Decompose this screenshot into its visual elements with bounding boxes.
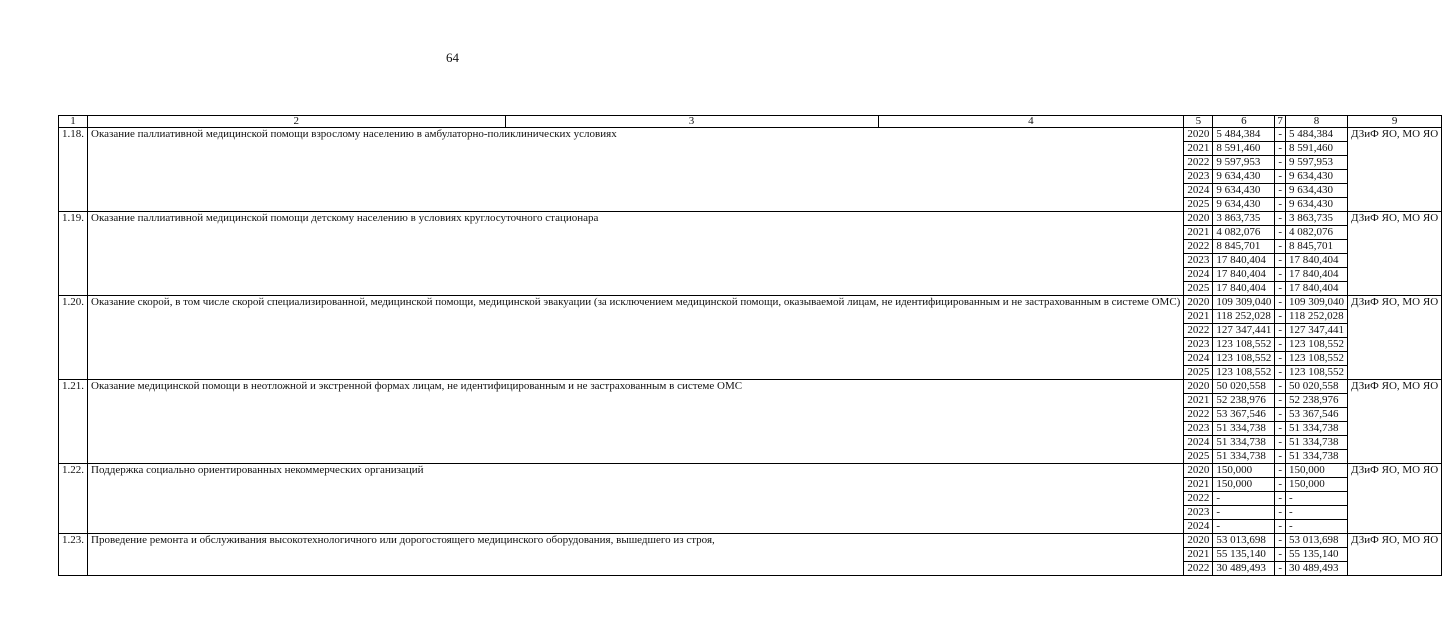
responsible-executor: ДЗиФ ЯО, МО ЯО [1348, 534, 1442, 576]
total-cell: 9 634,430 [1213, 198, 1275, 212]
federal-cell: - [1275, 156, 1286, 170]
regional-cell: - [1286, 520, 1348, 534]
federal-cell: - [1275, 380, 1286, 394]
year-cell: 2020 [1184, 128, 1213, 142]
regional-cell: 30 489,493 [1286, 562, 1348, 576]
federal-cell: - [1275, 310, 1286, 324]
total-cell: 150,000 [1213, 478, 1275, 492]
regional-cell: 51 334,738 [1286, 422, 1348, 436]
item-number: 1.18. [59, 128, 88, 212]
item-name: Проведение ремонта и обслуживания высокотехнологичного или дорогостоящего медицинского оборудования, вышедшего из строя, [88, 534, 1184, 576]
header-row [59, 116, 1442, 128]
regional-cell: 123 108,552 [1286, 338, 1348, 352]
regional-cell: 51 334,738 [1286, 450, 1348, 464]
regional-cell: 150,000 [1286, 464, 1348, 478]
total-cell: 51 334,738 [1213, 450, 1275, 464]
header-cell: 8 [1286, 116, 1348, 128]
total-cell: 150,000 [1213, 464, 1275, 478]
responsible-executor: ДЗиФ ЯО, МО ЯО [1348, 380, 1442, 464]
item-name: Оказание паллиативной медицинской помощи взрослому населению в амбулаторно-поликлинических условиях [88, 128, 1184, 212]
year-cell: 2021 [1184, 226, 1213, 240]
year-cell: 2020 [1184, 380, 1213, 394]
year-cell: 2024 [1184, 520, 1213, 534]
header-cell: 3 [505, 116, 878, 128]
table-row [59, 380, 1442, 394]
federal-cell: - [1275, 282, 1286, 296]
regional-cell: 17 840,404 [1286, 254, 1348, 268]
federal-cell: - [1275, 506, 1286, 520]
regional-cell: - [1286, 506, 1348, 520]
budget-table [58, 115, 1442, 576]
federal-cell: - [1275, 366, 1286, 380]
total-cell: 123 108,552 [1213, 352, 1275, 366]
item-name: Оказание медицинской помощи в неотложной и экстренной формах лицам, не идентифицированным и не застрахованным в системе ОМС [88, 380, 1184, 464]
federal-cell: - [1275, 450, 1286, 464]
total-cell: 123 108,552 [1213, 366, 1275, 380]
year-cell: 2020 [1184, 464, 1213, 478]
regional-cell: 53 013,698 [1286, 534, 1348, 548]
table-row [59, 212, 1442, 226]
regional-cell: 5 484,384 [1286, 128, 1348, 142]
total-cell: - [1213, 492, 1275, 506]
total-cell: 8 845,701 [1213, 240, 1275, 254]
federal-cell: - [1275, 198, 1286, 212]
year-cell: 2024 [1184, 436, 1213, 450]
item-number: 1.21. [59, 380, 88, 464]
item-number: 1.23. [59, 534, 88, 576]
table-row [59, 296, 1442, 310]
federal-cell: - [1275, 184, 1286, 198]
total-cell: 53 367,546 [1213, 408, 1275, 422]
responsible-executor: ДЗиФ ЯО, МО ЯО [1348, 464, 1442, 534]
total-cell: 30 489,493 [1213, 562, 1275, 576]
federal-cell: - [1275, 478, 1286, 492]
regional-cell: 123 108,552 [1286, 352, 1348, 366]
federal-cell: - [1275, 492, 1286, 506]
year-cell: 2021 [1184, 548, 1213, 562]
regional-cell: 150,000 [1286, 478, 1348, 492]
total-cell: 8 591,460 [1213, 142, 1275, 156]
item-number: 1.19. [59, 212, 88, 296]
year-cell: 2023 [1184, 254, 1213, 268]
federal-cell: - [1275, 212, 1286, 226]
regional-cell: 51 334,738 [1286, 436, 1348, 450]
federal-cell: - [1275, 338, 1286, 352]
regional-cell: - [1286, 492, 1348, 506]
year-cell: 2025 [1184, 282, 1213, 296]
table-body [59, 116, 1442, 576]
total-cell: 118 252,028 [1213, 310, 1275, 324]
responsible-executor: ДЗиФ ЯО, МО ЯО [1348, 296, 1442, 380]
federal-cell: - [1275, 422, 1286, 436]
item-number: 1.20. [59, 296, 88, 380]
federal-cell: - [1275, 128, 1286, 142]
year-cell: 2025 [1184, 198, 1213, 212]
header-cell: 7 [1275, 116, 1286, 128]
total-cell: 109 309,040 [1213, 296, 1275, 310]
header-cell: 9 [1348, 116, 1442, 128]
year-cell: 2021 [1184, 142, 1213, 156]
federal-cell: - [1275, 436, 1286, 450]
federal-cell: - [1275, 240, 1286, 254]
year-cell: 2023 [1184, 506, 1213, 520]
year-cell: 2022 [1184, 492, 1213, 506]
total-cell: 52 238,976 [1213, 394, 1275, 408]
total-cell: 53 013,698 [1213, 534, 1275, 548]
regional-cell: 17 840,404 [1286, 282, 1348, 296]
item-number: 1.22. [59, 464, 88, 534]
regional-cell: 9 597,953 [1286, 156, 1348, 170]
regional-cell: 52 238,976 [1286, 394, 1348, 408]
regional-cell: 127 347,441 [1286, 324, 1348, 338]
regional-cell: 8 591,460 [1286, 142, 1348, 156]
total-cell: 9 597,953 [1213, 156, 1275, 170]
year-cell: 2023 [1184, 170, 1213, 184]
total-cell: 55 135,140 [1213, 548, 1275, 562]
header-cell: 1 [59, 116, 88, 128]
total-cell: 17 840,404 [1213, 268, 1275, 282]
regional-cell: 118 252,028 [1286, 310, 1348, 324]
federal-cell: - [1275, 352, 1286, 366]
header-cell: 4 [878, 116, 1184, 128]
table-row [59, 128, 1442, 142]
table-row [59, 534, 1442, 548]
item-name: Оказание паллиативной медицинской помощи детскому населению в условиях круглосуточного стационара [88, 212, 1184, 296]
year-cell: 2022 [1184, 240, 1213, 254]
federal-cell: - [1275, 408, 1286, 422]
regional-cell: 17 840,404 [1286, 268, 1348, 282]
year-cell: 2024 [1184, 352, 1213, 366]
total-cell: 5 484,384 [1213, 128, 1275, 142]
regional-cell: 109 309,040 [1286, 296, 1348, 310]
year-cell: 2020 [1184, 296, 1213, 310]
total-cell: 50 020,558 [1213, 380, 1275, 394]
federal-cell: - [1275, 534, 1286, 548]
item-name: Поддержка социально ориентированных некоммерческих организаций [88, 464, 1184, 534]
federal-cell: - [1275, 142, 1286, 156]
regional-cell: 123 108,552 [1286, 366, 1348, 380]
total-cell: 3 863,735 [1213, 212, 1275, 226]
federal-cell: - [1275, 464, 1286, 478]
federal-cell: - [1275, 394, 1286, 408]
regional-cell: 9 634,430 [1286, 184, 1348, 198]
year-cell: 2021 [1184, 394, 1213, 408]
page-number: 64 [446, 50, 459, 65]
regional-cell: 55 135,140 [1286, 548, 1348, 562]
year-cell: 2021 [1184, 478, 1213, 492]
year-cell: 2025 [1184, 366, 1213, 380]
responsible-executor: ДЗиФ ЯО, МО ЯО [1348, 212, 1442, 296]
year-cell: 2025 [1184, 450, 1213, 464]
regional-cell: 8 845,701 [1286, 240, 1348, 254]
total-cell: 51 334,738 [1213, 422, 1275, 436]
year-cell: 2022 [1184, 408, 1213, 422]
header-cell: 2 [88, 116, 506, 128]
federal-cell: - [1275, 170, 1286, 184]
total-cell: 9 634,430 [1213, 170, 1275, 184]
header-cell: 5 [1184, 116, 1213, 128]
year-cell: 2024 [1184, 268, 1213, 282]
regional-cell: 53 367,546 [1286, 408, 1348, 422]
year-cell: 2022 [1184, 562, 1213, 576]
federal-cell: - [1275, 548, 1286, 562]
year-cell: 2020 [1184, 534, 1213, 548]
total-cell: 17 840,404 [1213, 282, 1275, 296]
federal-cell: - [1275, 254, 1286, 268]
year-cell: 2024 [1184, 184, 1213, 198]
regional-cell: 50 020,558 [1286, 380, 1348, 394]
federal-cell: - [1275, 268, 1286, 282]
year-cell: 2023 [1184, 338, 1213, 352]
federal-cell: - [1275, 226, 1286, 240]
item-name: Оказание скорой, в том числе скорой специализированной, медицинской помощи, медицинской эвакуации (за исключением медицинской помощи, оказываемой лицам, не идентифицированным и не застрахованным в системе ОМС) [88, 296, 1184, 380]
year-cell: 2020 [1184, 212, 1213, 226]
year-cell: 2022 [1184, 156, 1213, 170]
total-cell: 123 108,552 [1213, 338, 1275, 352]
regional-cell: 9 634,430 [1286, 170, 1348, 184]
total-cell: 127 347,441 [1213, 324, 1275, 338]
year-cell: 2022 [1184, 324, 1213, 338]
year-cell: 2021 [1184, 310, 1213, 324]
total-cell: - [1213, 520, 1275, 534]
federal-cell: - [1275, 562, 1286, 576]
responsible-executor: ДЗиФ ЯО, МО ЯО [1348, 128, 1442, 212]
federal-cell: - [1275, 296, 1286, 310]
regional-cell: 4 082,076 [1286, 226, 1348, 240]
total-cell: - [1213, 506, 1275, 520]
year-cell: 2023 [1184, 422, 1213, 436]
header-cell: 6 [1213, 116, 1275, 128]
total-cell: 4 082,076 [1213, 226, 1275, 240]
federal-cell: - [1275, 520, 1286, 534]
regional-cell: 3 863,735 [1286, 212, 1348, 226]
total-cell: 51 334,738 [1213, 436, 1275, 450]
regional-cell: 9 634,430 [1286, 198, 1348, 212]
total-cell: 17 840,404 [1213, 254, 1275, 268]
table-row [59, 464, 1442, 478]
federal-cell: - [1275, 324, 1286, 338]
total-cell: 9 634,430 [1213, 184, 1275, 198]
